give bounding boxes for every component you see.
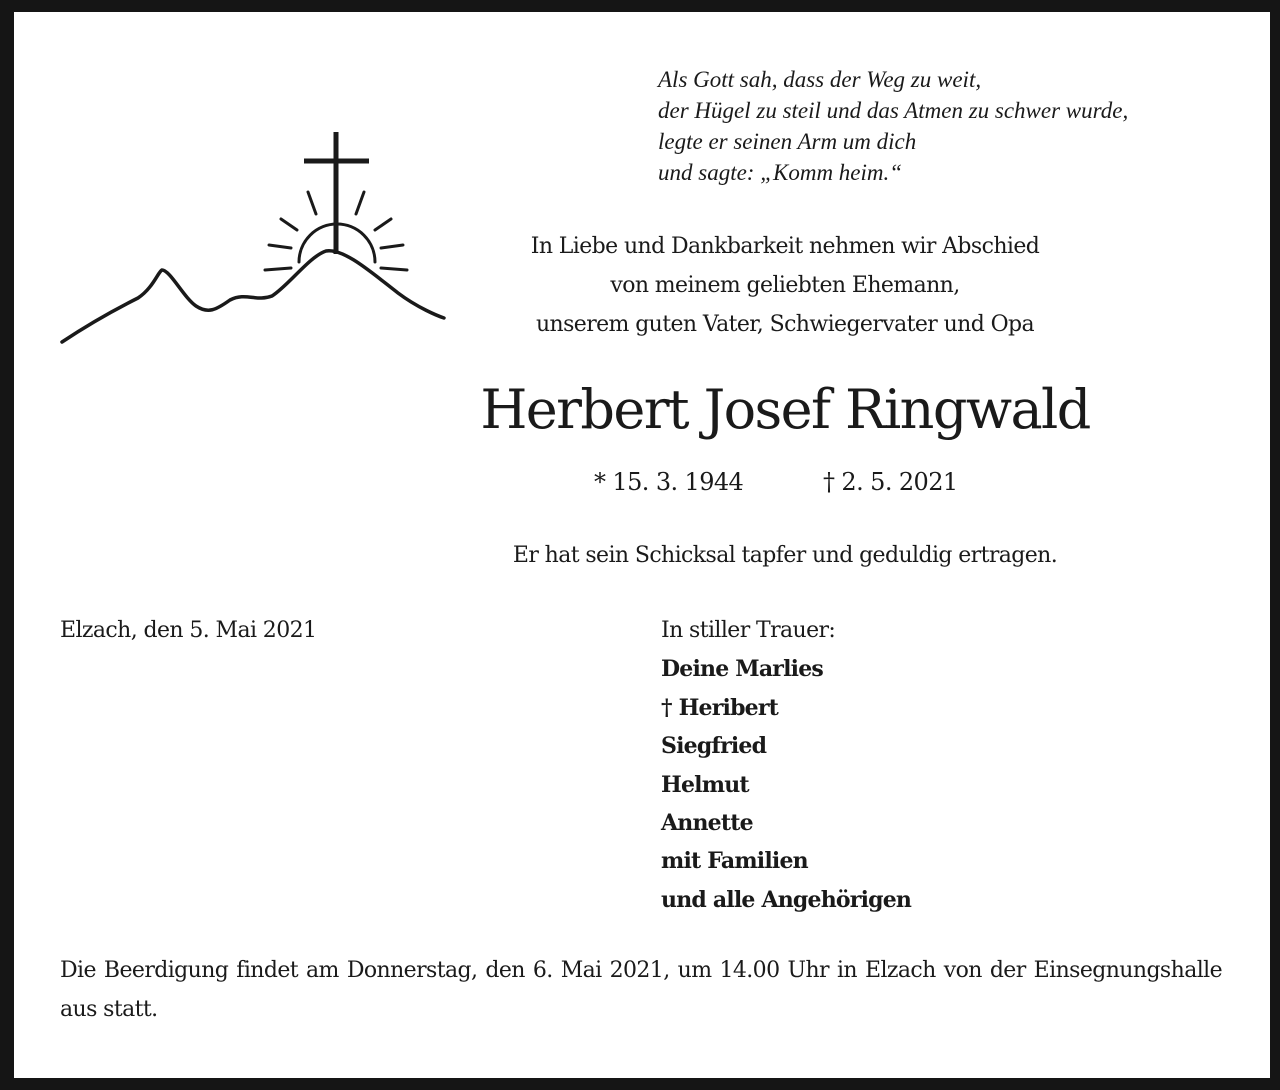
mourner-name: mit Familien [661, 848, 808, 875]
intro-line: In Liebe und Dankbarkeit nehmen wir Abschied [530, 234, 1040, 259]
death-date: † 2. 5. 2021 [823, 468, 958, 496]
mourner-name: Annette [661, 810, 753, 837]
place-and-date: Elzach, den 5. Mai 2021 [60, 618, 317, 643]
poem-line: und sagte: „Komm heim.“ [658, 160, 903, 185]
funeral-notice: Die Beerdigung findet am Donnerstag, den 6. Mai 2021, um 14.00 Uhr in Elzach von der Einsegnungshalle aus statt. [60, 958, 1222, 1022]
mourner-name: und alle Angehörigen [661, 886, 912, 913]
mourner-name: Deine Marlies [661, 656, 823, 683]
cross-sun-hills-icon [58, 128, 450, 352]
intro-line: von meinem geliebten Ehemann, [610, 273, 960, 298]
deceased-name: Herbert Josef Ringwald [480, 378, 1090, 441]
fate-line: Er hat sein Schicksal tapfer und geduldig ertragen. [512, 543, 1058, 568]
poem-line: der Hügel zu steil und das Atmen zu schwer wurde, [658, 98, 1129, 123]
mourners-block [661, 612, 911, 919]
mourner-name: Siegfried [661, 733, 767, 760]
mourners-heading: In stiller Trauer: [661, 618, 836, 643]
poem [658, 64, 1258, 188]
mourner-name: Helmut [661, 771, 749, 798]
mourner-name: † Heribert [661, 694, 779, 721]
birth-date: * 15. 3. 1944 [594, 468, 744, 496]
farewell-intro [455, 227, 1115, 344]
intro-line: unserem guten Vater, Schwiegervater und Opa [535, 312, 1035, 337]
poem-line: Als Gott sah, dass der Weg zu weit, [658, 67, 982, 92]
poem-line: legte er seinen Arm um dich [658, 129, 917, 154]
